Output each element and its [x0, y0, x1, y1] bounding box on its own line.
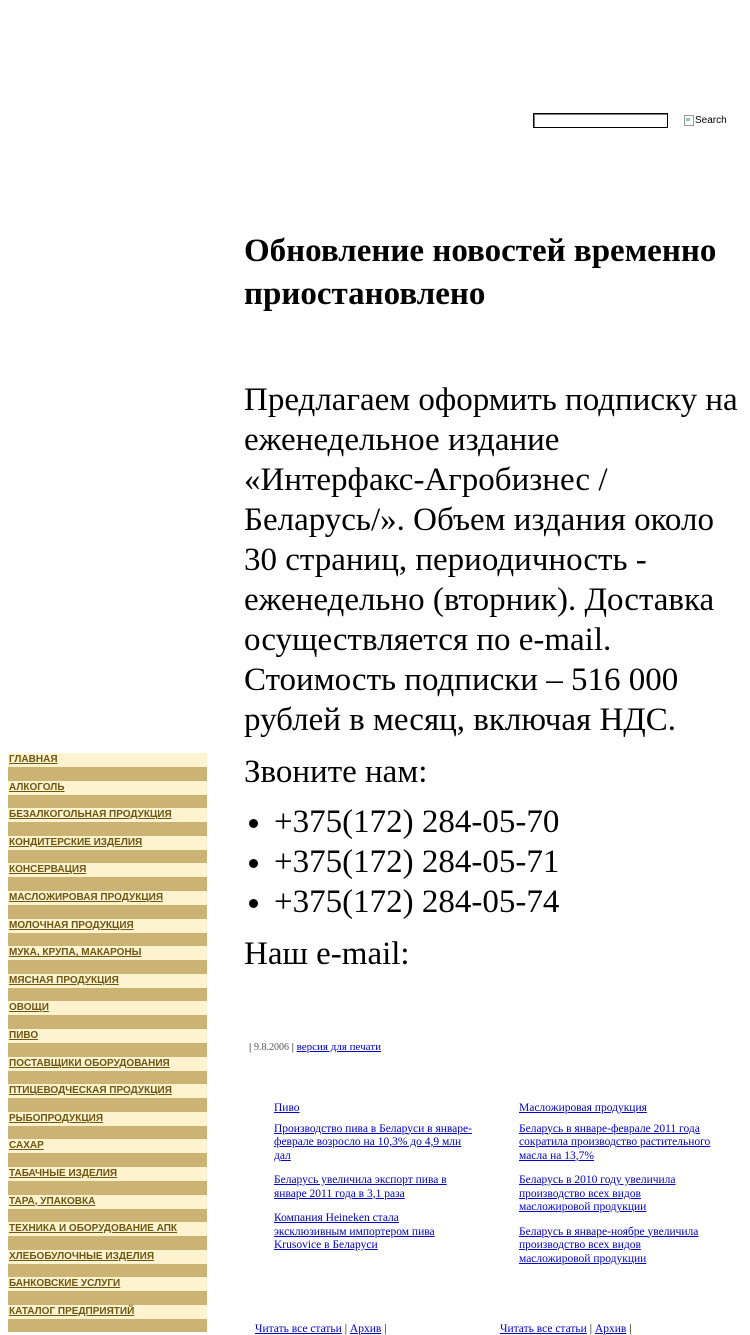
headline: Обновление новостей временно приостановлено: [244, 233, 717, 312]
sidebar-item-link[interactable]: КОНДИТЕРСКИЕ ИЗДЕЛИЯ: [9, 836, 143, 848]
sidebar-item[interactable]: [8, 1277, 207, 1291]
sidebar-item-link[interactable]: МАСЛОЖИРОВАЯ ПРОДУКЦИЯ: [9, 891, 164, 903]
archive-link[interactable]: Архив: [349, 1323, 382, 1335]
sidebar-item[interactable]: [8, 1112, 207, 1126]
archive-link[interactable]: Архив: [594, 1323, 627, 1335]
sidebar-divider: [8, 1071, 207, 1085]
related-column-left: [274, 1102, 474, 1264]
sidebar-divider: [8, 988, 207, 1002]
sidebar-divider: [8, 1209, 207, 1223]
sidebar-item-link[interactable]: МЯСНАЯ ПРОДУКЦИЯ: [9, 974, 119, 986]
sidebar-divider: [8, 877, 207, 891]
sidebar-item[interactable]: [8, 863, 207, 877]
search-input[interactable]: [533, 113, 668, 128]
print-version-link[interactable]: версия для печати: [296, 1041, 381, 1053]
sidebar-divider: [8, 1264, 207, 1278]
search-button[interactable]: [684, 115, 727, 126]
sidebar-item-link[interactable]: ТАРА, УПАКОВКА: [9, 1195, 96, 1207]
sidebar-divider: [8, 905, 207, 919]
phone-number: +375(172) 284-05-71: [244, 842, 559, 882]
sidebar-item[interactable]: [8, 1250, 207, 1264]
call-us-label: Звоните нам:: [244, 754, 428, 790]
sidebar-divider: [8, 767, 207, 781]
sidebar-divider: [8, 822, 207, 836]
sidebar-item-link[interactable]: БАНКОВСКИЕ УСЛУГИ: [9, 1278, 121, 1290]
search-button-label: Search: [695, 115, 727, 126]
read-all-link[interactable]: Читать все статьи: [500, 1323, 587, 1335]
sidebar-item-link[interactable]: КОНСЕРВАЦИЯ: [9, 864, 87, 876]
sidebar-item[interactable]: [8, 1222, 207, 1236]
phone-list: [244, 802, 559, 922]
sidebar-divider: [8, 1236, 207, 1250]
subscription-offer-text: Предлагаем оформить подписку на еженедельное издание «Интерфакс-Агробизнес / Беларусь/». Объем издания около 30 страниц, периодичность - еженедельно (вторник). Доставка осуществляется по e-mail. Стоимость подписки – 516 000 рублей в месяц, включая НДС.: [244, 382, 738, 738]
sidebar-divider: [8, 1181, 207, 1195]
sidebar-item[interactable]: [8, 1195, 207, 1209]
article-date: 9.8.2006: [253, 1042, 289, 1053]
related-column-right: [519, 1102, 715, 1277]
sidebar-item[interactable]: [8, 836, 207, 850]
broken-image-icon: [684, 115, 694, 126]
article-meta: | 9.8.2006 | версия для печати: [249, 1041, 381, 1053]
sidebar-item[interactable]: [8, 1084, 207, 1098]
column-footer-left: Читать все статьи | Архив |: [255, 1323, 387, 1335]
sidebar-item[interactable]: [8, 1139, 207, 1153]
related-article-link[interactable]: Беларусь увеличила экспорт пива в январе 2011 года в 3,1 раза: [274, 1174, 447, 1200]
sidebar-item-link[interactable]: ТЕХНИКА И ОБОРУДОВАНИЕ АПК: [9, 1223, 178, 1235]
email-label: Наш e-mail:: [244, 936, 410, 972]
sidebar-item-link[interactable]: РЫБОПРОДУКЦИЯ: [9, 1112, 104, 1124]
sidebar-divider: [8, 1043, 207, 1057]
sidebar-item-link[interactable]: АЛКОГОЛЬ: [9, 781, 65, 793]
related-article-link[interactable]: Беларусь в январе-феврале 2011 года сократила производство растительного масла на 13,7%: [519, 1122, 711, 1162]
sidebar-divider: [8, 960, 207, 974]
related-category-link[interactable]: Пиво: [274, 1102, 300, 1114]
sidebar-item-link[interactable]: ПТИЦЕВОДЧЕСКАЯ ПРОДУКЦИЯ: [9, 1085, 172, 1097]
related-article-link[interactable]: Производство пива в Беларуси в январе-феврале возросло на 10,3% до 4,9 млн дал: [274, 1122, 472, 1162]
sidebar-item[interactable]: [8, 1167, 207, 1181]
sidebar-divider: [8, 795, 207, 809]
sidebar-item-link[interactable]: БЕЗАЛКОГОЛЬНАЯ ПРОДУКЦИЯ: [9, 809, 172, 821]
sidebar-item-link[interactable]: САХАР: [9, 1140, 44, 1152]
sidebar-item[interactable]: [8, 781, 207, 795]
column-footer-right: Читать все статьи | Архив |: [500, 1323, 632, 1335]
phone-number: +375(172) 284-05-74: [244, 882, 559, 922]
sidebar-item-link[interactable]: ХЛЕБОБУЛОЧНЫЕ ИЗДЕЛИЯ: [9, 1250, 155, 1262]
phone-number: +375(172) 284-05-70: [244, 802, 559, 842]
sidebar-divider: [8, 850, 207, 864]
sidebar-divider: [8, 1098, 207, 1112]
sidebar-item-link[interactable]: КАТАЛОГ ПРЕДПРИЯТИЙ: [9, 1305, 135, 1317]
sidebar-item-link[interactable]: ОВОЩИ: [9, 1002, 49, 1014]
sidebar-item-link[interactable]: МУКА, КРУПА, МАКАРОНЫ: [9, 947, 142, 959]
sidebar-item[interactable]: [8, 808, 207, 822]
sidebar-item[interactable]: [8, 974, 207, 988]
sidebar-item-link[interactable]: ПИВО: [9, 1029, 39, 1041]
related-article-link[interactable]: Беларусь в январе-ноябре увеличила производство всех видов масложировой продукции: [519, 1225, 699, 1265]
sidebar-divider: [8, 933, 207, 947]
related-article-link[interactable]: Компания Heineken стала эксклюзивным импортером пива Krusovice в Беларуси: [274, 1212, 435, 1251]
sidebar-divider: [8, 1126, 207, 1140]
sidebar-item-link[interactable]: ТАБАЧНЫЕ ИЗДЕЛИЯ: [9, 1167, 118, 1179]
sidebar-divider: [8, 1319, 207, 1333]
sidebar-item-link[interactable]: ГЛАВНАЯ: [9, 754, 58, 765]
sidebar-nav: [8, 753, 207, 1332]
sidebar-item[interactable]: [8, 753, 207, 767]
read-all-link[interactable]: Читать все статьи: [255, 1323, 342, 1335]
sidebar-item-link[interactable]: ПОСТАВЩИКИ ОБОРУДОВАНИЯ: [9, 1057, 170, 1069]
sidebar-item[interactable]: [8, 1001, 207, 1015]
sidebar-item[interactable]: [8, 1029, 207, 1043]
sidebar-divider: [8, 1291, 207, 1305]
sidebar-item[interactable]: [8, 1057, 207, 1071]
sidebar-divider: [8, 1153, 207, 1167]
sidebar-item[interactable]: [8, 919, 207, 933]
sidebar-item-link[interactable]: МОЛОЧНАЯ ПРОДУКЦИЯ: [9, 919, 134, 931]
sidebar-item[interactable]: [8, 1305, 207, 1319]
related-category-link[interactable]: Масложировая продукция: [519, 1102, 647, 1114]
related-article-link[interactable]: Беларусь в 2010 году увеличила производство всех видов масложировой продукции: [519, 1174, 676, 1213]
sidebar-item[interactable]: [8, 946, 207, 960]
sidebar-item[interactable]: [8, 891, 207, 905]
sidebar-divider: [8, 1015, 207, 1029]
